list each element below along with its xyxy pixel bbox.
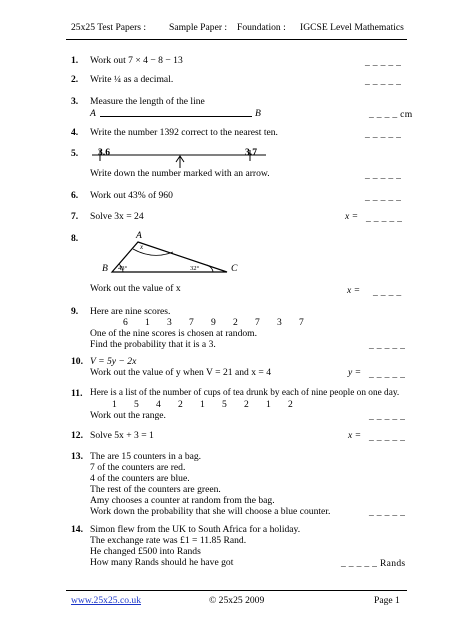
- q10-line2: Work out the value of y when V = 21 and x = 4: [90, 367, 272, 378]
- value-item: 2: [178, 399, 183, 410]
- q8-answer-blank[interactable]: _ _ _ _: [373, 287, 402, 298]
- q7-text: Solve 3x = 24: [90, 211, 144, 222]
- q10-answer-label: y =: [348, 367, 362, 378]
- q5-answer-blank[interactable]: _ _ _ _ _: [365, 170, 402, 181]
- q13-line: Amy chooses a counter at random from the bag.: [90, 495, 275, 506]
- q11-number: 11.: [71, 388, 83, 399]
- q12-answer-label: x =: [348, 430, 362, 441]
- q5-text: Write down the number marked with an arrow.: [90, 168, 270, 179]
- q4-text: Write the number 1392 correct to the nearest ten.: [90, 127, 278, 138]
- q8-angle-b-label: 43°: [118, 265, 128, 272]
- q3-point-b: B: [255, 108, 261, 119]
- q8-answer-label: x =: [347, 285, 361, 296]
- q11-line1: Here is a list of the number of cups of tea drunk by each of nine people on one day.: [90, 388, 400, 398]
- q9-answer-blank[interactable]: _ _ _ _ _: [369, 340, 406, 351]
- value-item: 1: [112, 399, 117, 410]
- q2-number: 2.: [71, 74, 79, 85]
- value-item: 4: [156, 399, 161, 410]
- q13-line: The are 15 counters in a bag.: [90, 451, 202, 462]
- q13-line: The rest of the counters are green.: [90, 484, 221, 495]
- q2-text: Write ¼ as a decimal.: [90, 74, 174, 85]
- q3-measure-line: [100, 116, 252, 117]
- q14-answer-blank[interactable]: _ _ _ _ _ Rands: [341, 558, 406, 569]
- q6-answer-blank[interactable]: _ _ _ _ _: [365, 192, 402, 203]
- score-item: 9: [211, 317, 216, 328]
- footer-copyright: © 25x25 2009: [209, 595, 265, 606]
- header-rule: [66, 39, 407, 40]
- q13-answer-blank[interactable]: _ _ _ _ _: [369, 507, 406, 518]
- q14-line: The exchange rate was £1 = 11.85 Rand.: [90, 535, 247, 546]
- q10-number: 10.: [71, 356, 83, 367]
- score-item: 7: [255, 317, 260, 328]
- footer-page-number: Page 1: [374, 595, 400, 606]
- value-item: 5: [134, 399, 139, 410]
- q8-angle-c-label: 32°: [190, 265, 200, 272]
- q9-number: 9.: [71, 306, 79, 317]
- q9-line2: One of the nine scores is chosen at random.: [90, 328, 258, 339]
- q3-answer-blank[interactable]: _ _ _ _ cm: [369, 109, 413, 120]
- q13-line: 4 of the counters are blue.: [90, 473, 190, 484]
- score-item: 2: [233, 317, 238, 328]
- value-item: 2: [244, 399, 249, 410]
- q10-line1: V = 5y − 2x: [90, 356, 137, 367]
- value-item: 2: [288, 399, 293, 410]
- q5-number: 5.: [71, 148, 79, 159]
- header-series: 25x25 Test Papers :: [71, 22, 147, 33]
- q2-answer-blank[interactable]: _ _ _ _ _: [365, 76, 402, 87]
- score-item: 3: [277, 317, 282, 328]
- q14-line: Simon flew from the UK to South Africa for a holiday.: [90, 524, 301, 535]
- q6-number: 6.: [71, 190, 79, 201]
- score-item: 6: [123, 317, 128, 328]
- q11-answer-blank[interactable]: _ _ _ _ _: [369, 411, 406, 422]
- q11-line2: Work out the range.: [90, 410, 166, 421]
- q1-number: 1.: [71, 55, 79, 66]
- q8-number: 8.: [71, 233, 79, 244]
- score-item: 3: [167, 317, 172, 328]
- q3-number: 3.: [71, 96, 79, 107]
- footer-rule: [66, 590, 407, 591]
- score-item: 1: [145, 317, 150, 328]
- value-item: 1: [200, 399, 205, 410]
- q5-right-label: 3.7: [245, 147, 257, 158]
- q5-left-label: 3.6: [98, 147, 110, 158]
- q8-angle-x-label: x: [140, 243, 144, 251]
- q13-number: 13.: [71, 451, 83, 462]
- value-item: 5: [222, 399, 227, 410]
- q12-number: 12.: [71, 430, 83, 441]
- score-item: 7: [189, 317, 194, 328]
- header-paper: Sample Paper :: [169, 22, 228, 33]
- q1-text: Work out 7 × 4 − 8 − 13: [90, 55, 183, 66]
- q3-point-a: A: [90, 108, 96, 119]
- q8-vertex-a: A: [136, 230, 142, 241]
- q8-triangle-diagram: [95, 228, 245, 283]
- q13-line: Work down the probability that she will choose a blue counter.: [90, 506, 331, 517]
- q9-line3: Find the probability that it is a 3.: [90, 339, 216, 350]
- q4-answer-blank[interactable]: _ _ _ _ _: [365, 129, 402, 140]
- q7-number: 7.: [71, 211, 79, 222]
- q7-answer-blank[interactable]: _ _ _ _ _: [366, 213, 403, 224]
- q8-vertex-b: B: [102, 263, 108, 274]
- q10-answer-blank[interactable]: _ _ _ _ _: [369, 369, 406, 380]
- q12-answer-blank[interactable]: _ _ _ _ _: [369, 432, 406, 443]
- q12-text: Solve 5x + 3 = 1: [90, 430, 154, 441]
- header-tier: Foundation :: [237, 22, 286, 33]
- q8-vertex-c: C: [231, 263, 238, 274]
- q3-text: Measure the length of the line: [90, 96, 205, 107]
- q14-line: How many Rands should he have got: [90, 557, 234, 568]
- q13-line: 7 of the counters are red.: [90, 462, 186, 473]
- value-item: 1: [266, 399, 271, 410]
- q1-answer-blank[interactable]: _ _ _ _ _: [365, 57, 402, 68]
- q14-number: 14.: [71, 524, 83, 535]
- score-item: 7: [299, 317, 304, 328]
- q8-text: Work out the value of x: [90, 283, 181, 294]
- q6-text: Work out 43% of 960: [90, 190, 173, 201]
- footer-website-link[interactable]: www.25x25.co.uk: [71, 595, 141, 606]
- q9-line1: Here are nine scores.: [90, 306, 171, 317]
- q14-line: He changed £500 into Rands: [90, 546, 201, 557]
- q7-answer-label: x =: [345, 211, 359, 222]
- header-subject: IGCSE Level Mathematics: [300, 22, 404, 33]
- q4-number: 4.: [71, 127, 79, 138]
